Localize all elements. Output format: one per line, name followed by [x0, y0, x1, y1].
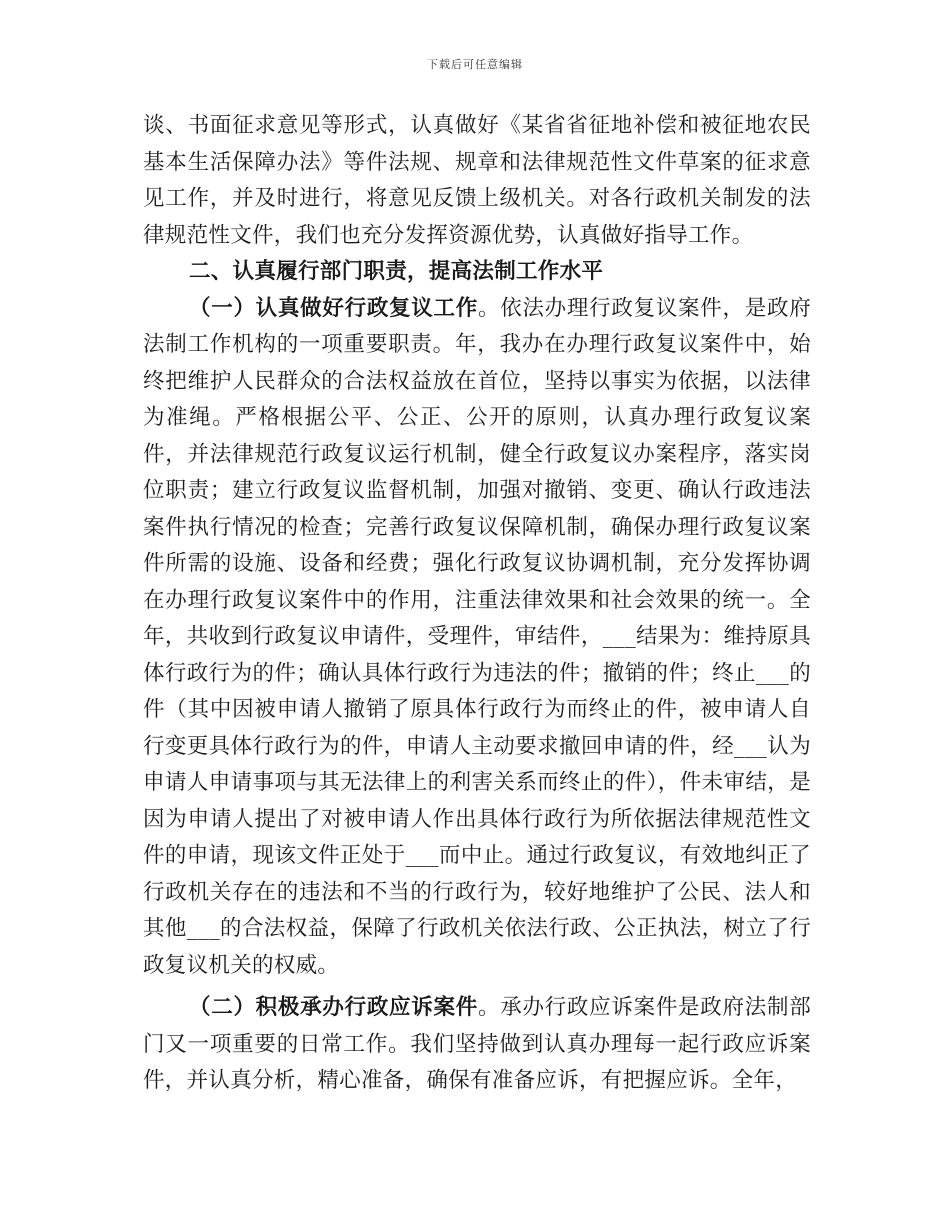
subsection-title-administrative-litigation: （二）积极承办行政应诉案件	[189, 995, 478, 1020]
section-heading: 二、认真履行部门职责，提高法制工作水平	[189, 259, 604, 284]
paragraph-text-administrative-review: 。依法办理行政复议案件，是政府法制工作机构的一项重要职责。年，我办在办理行政复议案件中，始终把维护人民群众的合法权益放在首位，坚持以事实为依据，以法律为准绳。严格根据公平、公正、公开的原则，认真办理行政复议案件，并法律规范行政复议运行机制，健全行政复议办案程序，落实岗位职责；建立行政复议监督机制，加强对撤销、变更、确认行政违法案件执行情况的检查；完善行政复议保障机制，确保办理行政复议案件所需的设施、设备和经费；强化行政复议协调机制，充分发挥协调在办理行政复议案件中的作用，注重法律效果和社会效果的统一。全年，共收到行政复议申请件，受理件，审结件，___结果为：维持原具体行政行为的件；确认具体行政行为违法的件；撤销的件；终止___的件（其中因被申请人撤销了原具体行政行为而终止的件，被申请人自行变更具体行政行为的件，申请人主动要求撤回申请的件，经___认为申请人申请事项与其无法律上的利害关系而终止的件），件未审结，是因为申请人提出了对被申请人作出具体行政行为所依据法律规范性文件的申请，现该文件正处于___而中止。通过行政复议，有效地纠正了行政机关存在的违法和不当的行政行为，较好地维护了公民、法人和其他___的合法权益，保障了行政机关依法行政、公正执法，树立了行政复议机关的权威。	[143, 295, 811, 978]
page-header: 下载后可任意编辑	[427, 58, 523, 71]
paragraph-continuation: 谈、书面征求意见等形式，认真做好《某省省征地补偿和被征地农民基本生活保障办法》等件法规、规章和法律规范性文件草案的征求意见工作，并及时进行，将意见反馈上级机关。对各行政机关制发的法律规范性文件，我们也充分发挥资源优势，认真做好指导工作。	[143, 113, 811, 248]
subsection-title-administrative-review: （一）认真做好行政复议工作	[189, 295, 478, 321]
paragraph-administrative-litigation	[143, 990, 811, 1100]
paragraph-text-administrative-litigation: 。承办行政应诉案件是政府法制部门又一项重要的日常工作。我们坚持做到认真办理每一起行政应诉案件，并认真分析，精心准备，确保有准备应诉，有把握应诉。全年，	[143, 995, 811, 1093]
document-body	[143, 108, 811, 1100]
paragraph-administrative-review	[143, 291, 811, 985]
